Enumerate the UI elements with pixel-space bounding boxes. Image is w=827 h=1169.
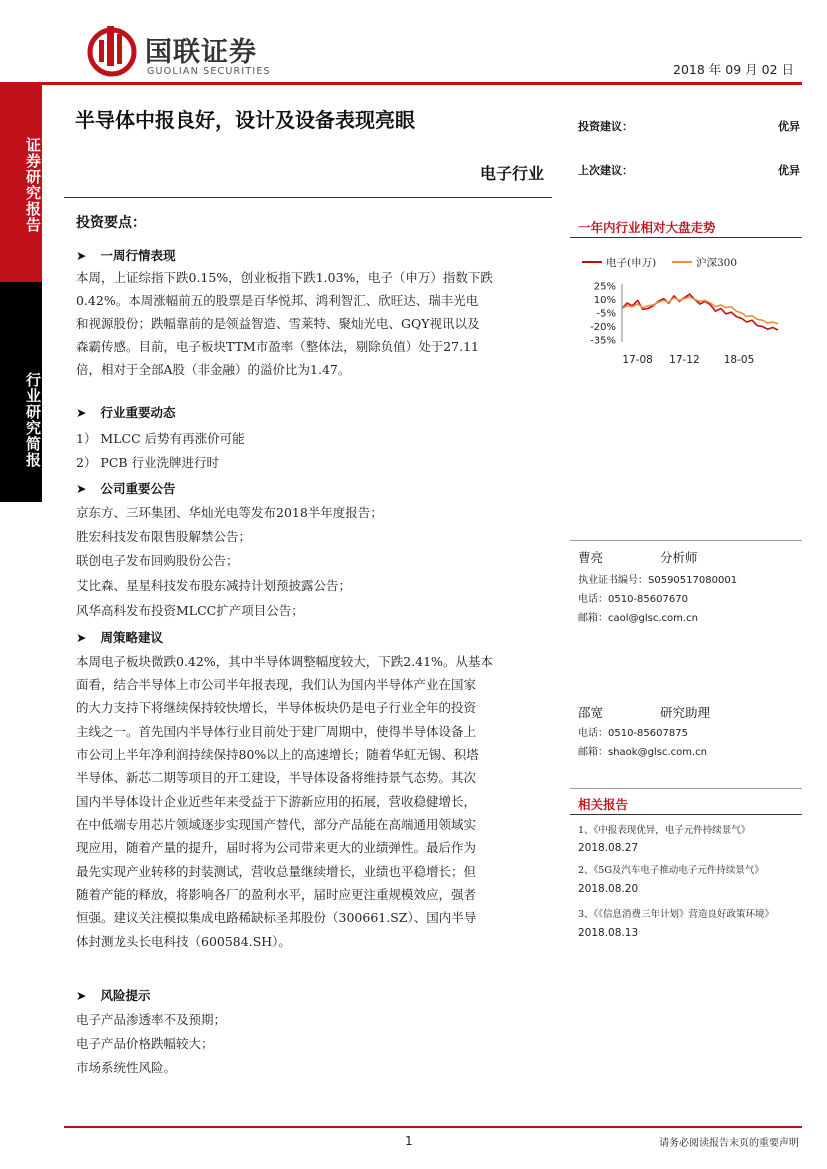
strategy-line-4: 主线之一。首先国内半导体行业目前处于建厂周期中，使得半导体设备上 — [76, 724, 477, 739]
header-divider — [42, 82, 802, 85]
section-announcements-heading: ➤ 公司重要公告 — [76, 481, 176, 496]
strategy-line-5: 市公司上半年净利润持续保持80%以上的高速增长；随着华虹无锡、积塔 — [76, 747, 479, 762]
key-points-title: 投资要点： — [76, 215, 146, 231]
series-line-0 — [622, 294, 778, 330]
legend-label-1: 沪深300 — [696, 257, 738, 269]
section-weekly-heading: ➤ 一周行情表现 — [76, 248, 176, 263]
weekly-line-3: 和视源股份；跌幅靠前的是领益智造、雪莱特、聚灿光电、GQY视讯以及 — [76, 316, 480, 331]
x-tick-label: 18-05 — [723, 354, 755, 366]
announcement-item-1: 京东方、三环集团、华灿光电等发布2018半年度报告； — [76, 505, 383, 520]
report-date: 2018 年 09 月 02 日 — [673, 62, 794, 77]
dynamics-item-2: 2） PCB 行业洗牌进行时 — [76, 455, 220, 470]
rating-current-label: 投资建议： — [578, 120, 633, 133]
strategy-line-12: 恒强。建议关注模拟集成电路稀缺标圣邦股份（300661.SZ）、国内半导 — [76, 910, 477, 925]
related-report-2-date: 2018.08.20 — [578, 883, 639, 895]
strategy-line-13: 体封测龙头长电科技（600584.SH）。 — [76, 934, 291, 949]
analyst-divider — [570, 540, 802, 541]
arrow-icon: ➤ — [76, 481, 87, 496]
dynamics-item-1: 1） MLCC 后势有再涨价可能 — [76, 431, 245, 446]
arrow-icon: ➤ — [76, 630, 87, 645]
rating-previous-label: 上次建议： — [578, 164, 633, 177]
y-tick-label: 10% — [593, 295, 616, 306]
related-report-3-date: 2018.08.13 — [578, 927, 639, 939]
y-tick-label: -5% — [596, 308, 616, 320]
report-title: 半导体中报良好，设计及设备表现亮眼 — [75, 108, 415, 132]
rating-current-value: 优异 — [778, 120, 800, 133]
announcement-item-5: 风华高科发布投资MLCC扩产项目公告； — [76, 603, 304, 618]
side-band-bottom-label: 行业研究简报 — [24, 372, 42, 468]
related-report-1-date: 2018.08.27 — [578, 842, 639, 854]
related-report-1[interactable]: 1、《中报表现优异，电子元件持续景气》 — [578, 825, 751, 836]
y-tick-label: -35% — [590, 335, 616, 347]
strategy-line-1: 本周电子板块微跌0.42%，其中半导体调整幅度较大，下跌2.41%。从基本 — [76, 654, 493, 669]
title-divider — [64, 197, 552, 198]
analyst-2-role: 研究助理 — [660, 705, 711, 720]
analyst-1-name: 曹亮 — [578, 550, 604, 565]
logo-english-name: GUOLIAN SECURITIES — [147, 66, 271, 77]
chart-title-underline — [570, 237, 802, 238]
announcement-item-2: 胜宏科技发布限售股解禁公告； — [76, 529, 252, 544]
risk-item-3: 市场系统性风险。 — [76, 1060, 177, 1075]
strategy-line-7: 国内半导体设计企业近些年来受益于下游新应用的拓展，营收稳健增长， — [76, 794, 477, 809]
strategy-line-3: 的大力支持下将继续保持较快增长，半导体板块仍是电子行业全年的投资 — [76, 700, 477, 715]
guolian-logo-icon — [85, 24, 139, 78]
arrow-icon: ➤ — [76, 248, 87, 263]
related-report-3[interactable]: 3、《《信息消费三年计划》营造良好政策环境》 — [578, 909, 775, 920]
series-line-1 — [622, 297, 778, 324]
strategy-line-6: 半导体、新芯二期等项目的开工建设，半导体设备将维持景气态势。其次 — [76, 770, 477, 785]
strategy-line-9: 现应用，随着产量的提升，届时将为公司带来更大的业绩弹性。最后作为 — [76, 840, 477, 855]
analyst-2-phone: 电话：0510-85607875 — [578, 728, 688, 739]
arrow-icon: ➤ — [76, 405, 87, 420]
strategy-line-8: 在中低端专用芯片领域逐步实现国产替代，部分产品能在高端通用领域实 — [76, 817, 477, 832]
rating-previous-value: 优异 — [778, 164, 800, 177]
footer-divider — [64, 1126, 802, 1128]
side-band-top-label: 证券研究报告 — [24, 137, 42, 233]
analyst-1-email[interactable]: 邮箱：caol@glsc.com.cn — [578, 613, 698, 624]
announcement-item-4: 艾比森、星星科技发布股东减持计划预披露公告； — [76, 578, 352, 593]
page-number: 1 — [405, 1134, 413, 1148]
analyst-1-role: 分析师 — [660, 550, 698, 565]
analyst-1-cert: 执业证书编号：S0590517080001 — [578, 575, 738, 586]
weekly-line-2: 0.42%。本周涨幅前五的股票是百华悦邦、鸿利智汇、欣旺达、瑞丰光电 — [76, 293, 479, 308]
industry-label: 电子行业 — [479, 164, 544, 183]
logo-chinese-name: 国联证券 — [145, 37, 257, 68]
strategy-line-2: 面看，结合半导体上市公司半年报表现，我们认为国内半导体产业在国家 — [76, 677, 477, 692]
analyst-2-name: 邵宽 — [578, 705, 604, 720]
section-strategy-heading: ➤ 周策略建议 — [76, 630, 163, 645]
related-title-underline — [570, 814, 802, 815]
related-reports-title: 相关报告 — [578, 797, 629, 812]
related-report-2[interactable]: 2、《5G及汽车电子推动电子元件持续景气》 — [578, 865, 764, 876]
chart-title: 一年内行业相对大盘走势 — [578, 220, 716, 235]
risk-item-1: 电子产品渗透率不及预期； — [76, 1012, 227, 1027]
y-tick-label: -20% — [590, 322, 616, 333]
announcement-item-3: 联创电子发布回购股份公告； — [76, 553, 239, 568]
x-tick-label: 17-08 — [622, 354, 653, 366]
x-tick-label: 17-12 — [669, 354, 700, 366]
rating-current — [578, 118, 800, 134]
weekly-line-4: 森霸传感。目前，电子板块TTM市盈率（整体法，剔除负值）处于27.11 — [76, 339, 479, 354]
y-tick-label: 25% — [593, 281, 616, 293]
legend-label-0: 电子(申万) — [606, 257, 657, 269]
weekly-line-5: 倍，相对于全部A股（非金融）的溢价比为1.47。 — [76, 362, 351, 377]
company-logo — [85, 24, 315, 82]
relative-trend-chart — [578, 250, 800, 370]
strategy-line-10: 最先实现产业转移的封装测试，营收总量继续增长，业绩也平稳增长；但 — [76, 864, 477, 879]
risk-item-2: 电子产品价格跌幅较大； — [76, 1036, 214, 1051]
analyst-1-phone: 电话：0510-85607670 — [578, 594, 688, 605]
rating-previous — [578, 162, 800, 178]
section-dynamics-heading: ➤ 行业重要动态 — [76, 405, 176, 420]
arrow-icon: ➤ — [76, 988, 87, 1003]
analyst-2-email[interactable]: 邮箱：shaok@glsc.com.cn — [578, 747, 707, 758]
strategy-line-11: 随着产能的释放，将影响各厂的盈利水平，届时应更注重规模效应，强者 — [76, 887, 477, 902]
footer-disclaimer: 请务必阅读报告末页的重要声明 — [659, 1138, 799, 1149]
weekly-line-1: 本周，上证综指下跌0.15%，创业板指下跌1.03%，电子（申万）指数下跌 — [76, 270, 493, 285]
related-divider — [570, 788, 802, 789]
section-risk-heading: ➤ 风险提示 — [76, 988, 151, 1003]
